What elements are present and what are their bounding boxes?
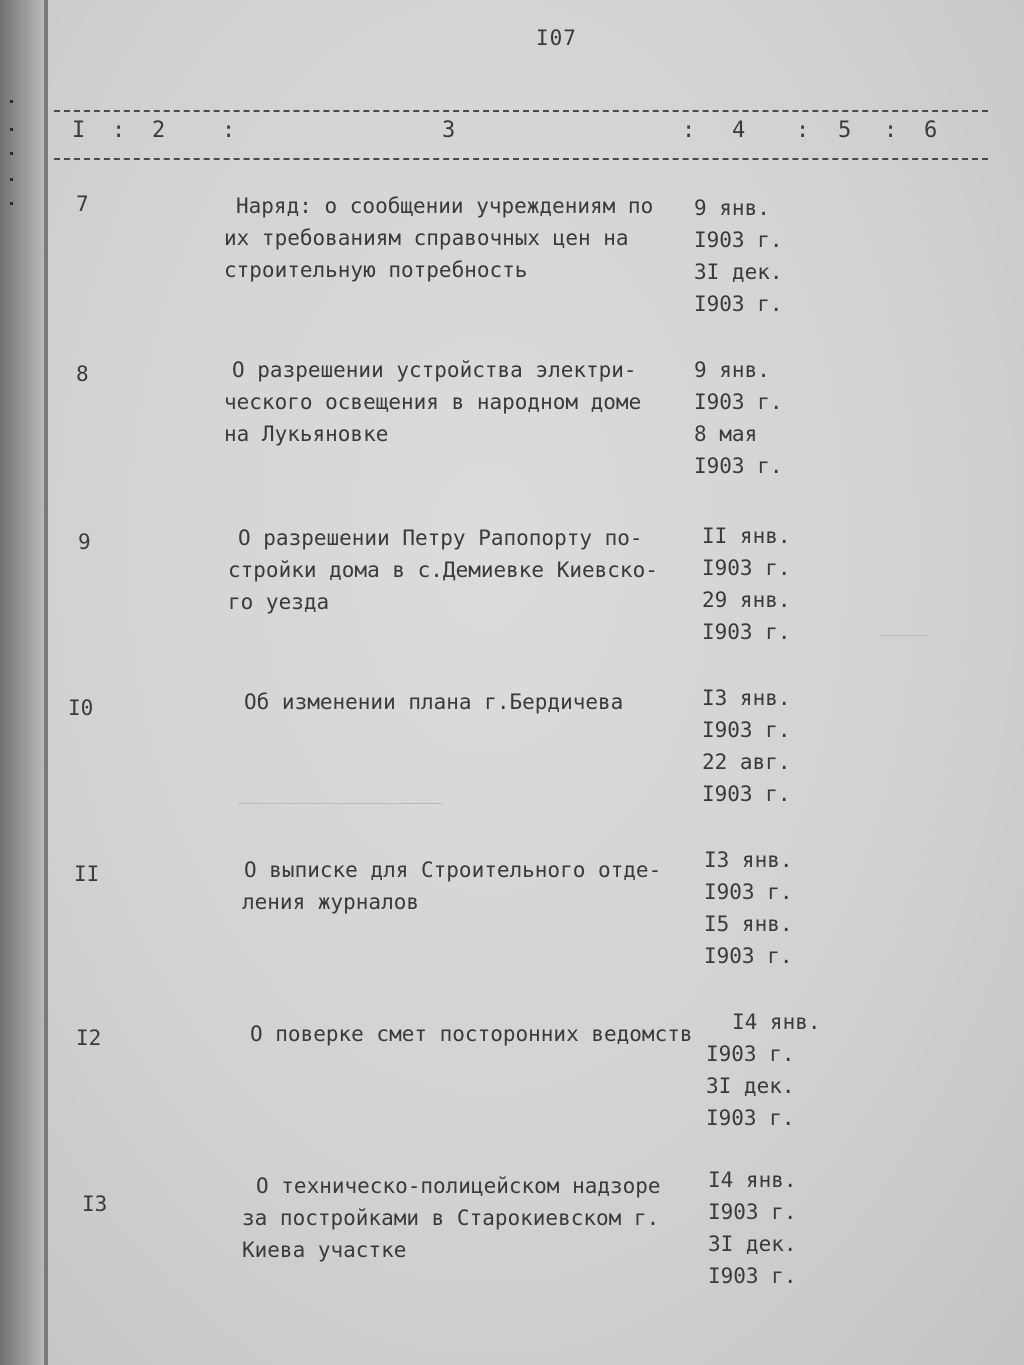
description-line: О поверке смет посторонних ведомств	[250, 1022, 693, 1046]
description-line: за постройками в Старокиевском г.	[242, 1206, 660, 1230]
column-separator: :	[796, 118, 810, 143]
start-year: I903 г.	[702, 556, 791, 580]
description-line: го уезда	[228, 590, 330, 614]
end-year: I903 г.	[708, 1264, 797, 1288]
bleed-through-text: _________________	[238, 780, 443, 804]
start-year: I903 г.	[706, 1042, 795, 1066]
description-line: Киева участке	[242, 1238, 407, 1262]
description-line: строительную потребность	[224, 258, 528, 282]
header-rule-bottom	[54, 158, 988, 160]
entry-number: 7	[76, 192, 89, 216]
start-date: I4 янв.	[732, 1010, 821, 1034]
entry-description	[250, 1018, 693, 1050]
column-header-5: 5	[838, 118, 852, 143]
end-date: 3I дек.	[694, 260, 783, 284]
description-line: О разрешении Петру Рапопорту по-	[238, 526, 643, 550]
column-header-3: 3	[442, 118, 456, 143]
binding-hole	[10, 128, 13, 131]
start-date: I4 янв.	[708, 1168, 797, 1192]
start-date: II янв.	[702, 524, 791, 548]
entry-dates	[708, 1164, 797, 1292]
description-line: стройки дома в с.Демиевке Киевско-	[228, 558, 658, 582]
entry-dates	[702, 682, 791, 810]
entry-number: I0	[68, 696, 94, 720]
book-binding	[0, 0, 46, 1365]
bleed-through-text: ____	[880, 612, 929, 636]
end-year: I903 г.	[694, 454, 783, 478]
description-line: ческого освещения в народном доме	[224, 390, 642, 414]
column-separator: :	[682, 118, 696, 143]
end-year: I903 г.	[704, 944, 793, 968]
end-date: 3I дек.	[708, 1232, 797, 1256]
entry-dates	[704, 844, 793, 972]
entry-number: II	[74, 862, 100, 886]
binding-hole	[10, 202, 13, 205]
end-date: 29 янв.	[702, 588, 791, 612]
entry-description	[224, 190, 654, 286]
column-separator: :	[112, 118, 126, 143]
entry-number: I2	[76, 1026, 102, 1050]
description-line: ления журналов	[242, 890, 420, 914]
description-line: Об изменении плана г.Бердичева	[244, 690, 624, 714]
description-line: О техническо-полицейском надзоре	[256, 1174, 661, 1198]
start-year: I903 г.	[694, 228, 783, 252]
description-line: О разрешении устройства электри-	[232, 358, 637, 382]
description-line: О выписке для Строительного отде-	[244, 858, 662, 882]
entry-description	[244, 854, 661, 918]
binding-hole	[10, 178, 13, 181]
entry-description	[224, 354, 642, 450]
end-date: 22 авг.	[702, 750, 791, 774]
start-year: I903 г.	[708, 1200, 797, 1224]
start-date: I3 янв.	[704, 848, 793, 872]
start-date: I3 янв.	[702, 686, 791, 710]
end-date: 3I дек.	[706, 1074, 795, 1098]
description-line: Наряд: о сообщении учреждениям по	[236, 194, 654, 218]
entry-description	[242, 1170, 661, 1266]
end-year: I903 г.	[694, 292, 783, 316]
binding-hole	[10, 152, 13, 155]
end-year: I903 г.	[706, 1106, 795, 1130]
header-rule-top	[54, 110, 988, 112]
column-header-1: I	[72, 118, 86, 143]
entry-description	[228, 522, 658, 618]
start-date: 9 янв.	[694, 196, 770, 220]
entry-dates	[702, 520, 791, 648]
entry-dates	[706, 1006, 821, 1134]
end-date: 8 мая	[694, 422, 758, 446]
description-line: на Лукьяновке	[224, 422, 389, 446]
start-date: 9 янв.	[694, 358, 770, 382]
binding-hole	[10, 100, 13, 103]
entry-description	[244, 686, 623, 718]
end-date: I5 янв.	[704, 912, 793, 936]
entry-dates	[694, 192, 783, 320]
start-year: I903 г.	[694, 390, 783, 414]
column-header-6: 6	[924, 118, 938, 143]
column-header-4: 4	[732, 118, 746, 143]
end-year: I903 г.	[702, 620, 791, 644]
entry-number: 9	[78, 530, 91, 554]
entry-number: 8	[76, 362, 89, 386]
entry-number: I3	[82, 1192, 108, 1216]
column-separator: :	[222, 118, 236, 143]
end-year: I903 г.	[702, 782, 791, 806]
start-year: I903 г.	[704, 880, 793, 904]
entry-dates	[694, 354, 783, 482]
description-line: их требованиям справочных цен на	[224, 226, 629, 250]
start-year: I903 г.	[702, 718, 791, 742]
page-number: I07	[536, 26, 577, 50]
column-header-2: 2	[152, 118, 166, 143]
column-separator: :	[884, 118, 898, 143]
